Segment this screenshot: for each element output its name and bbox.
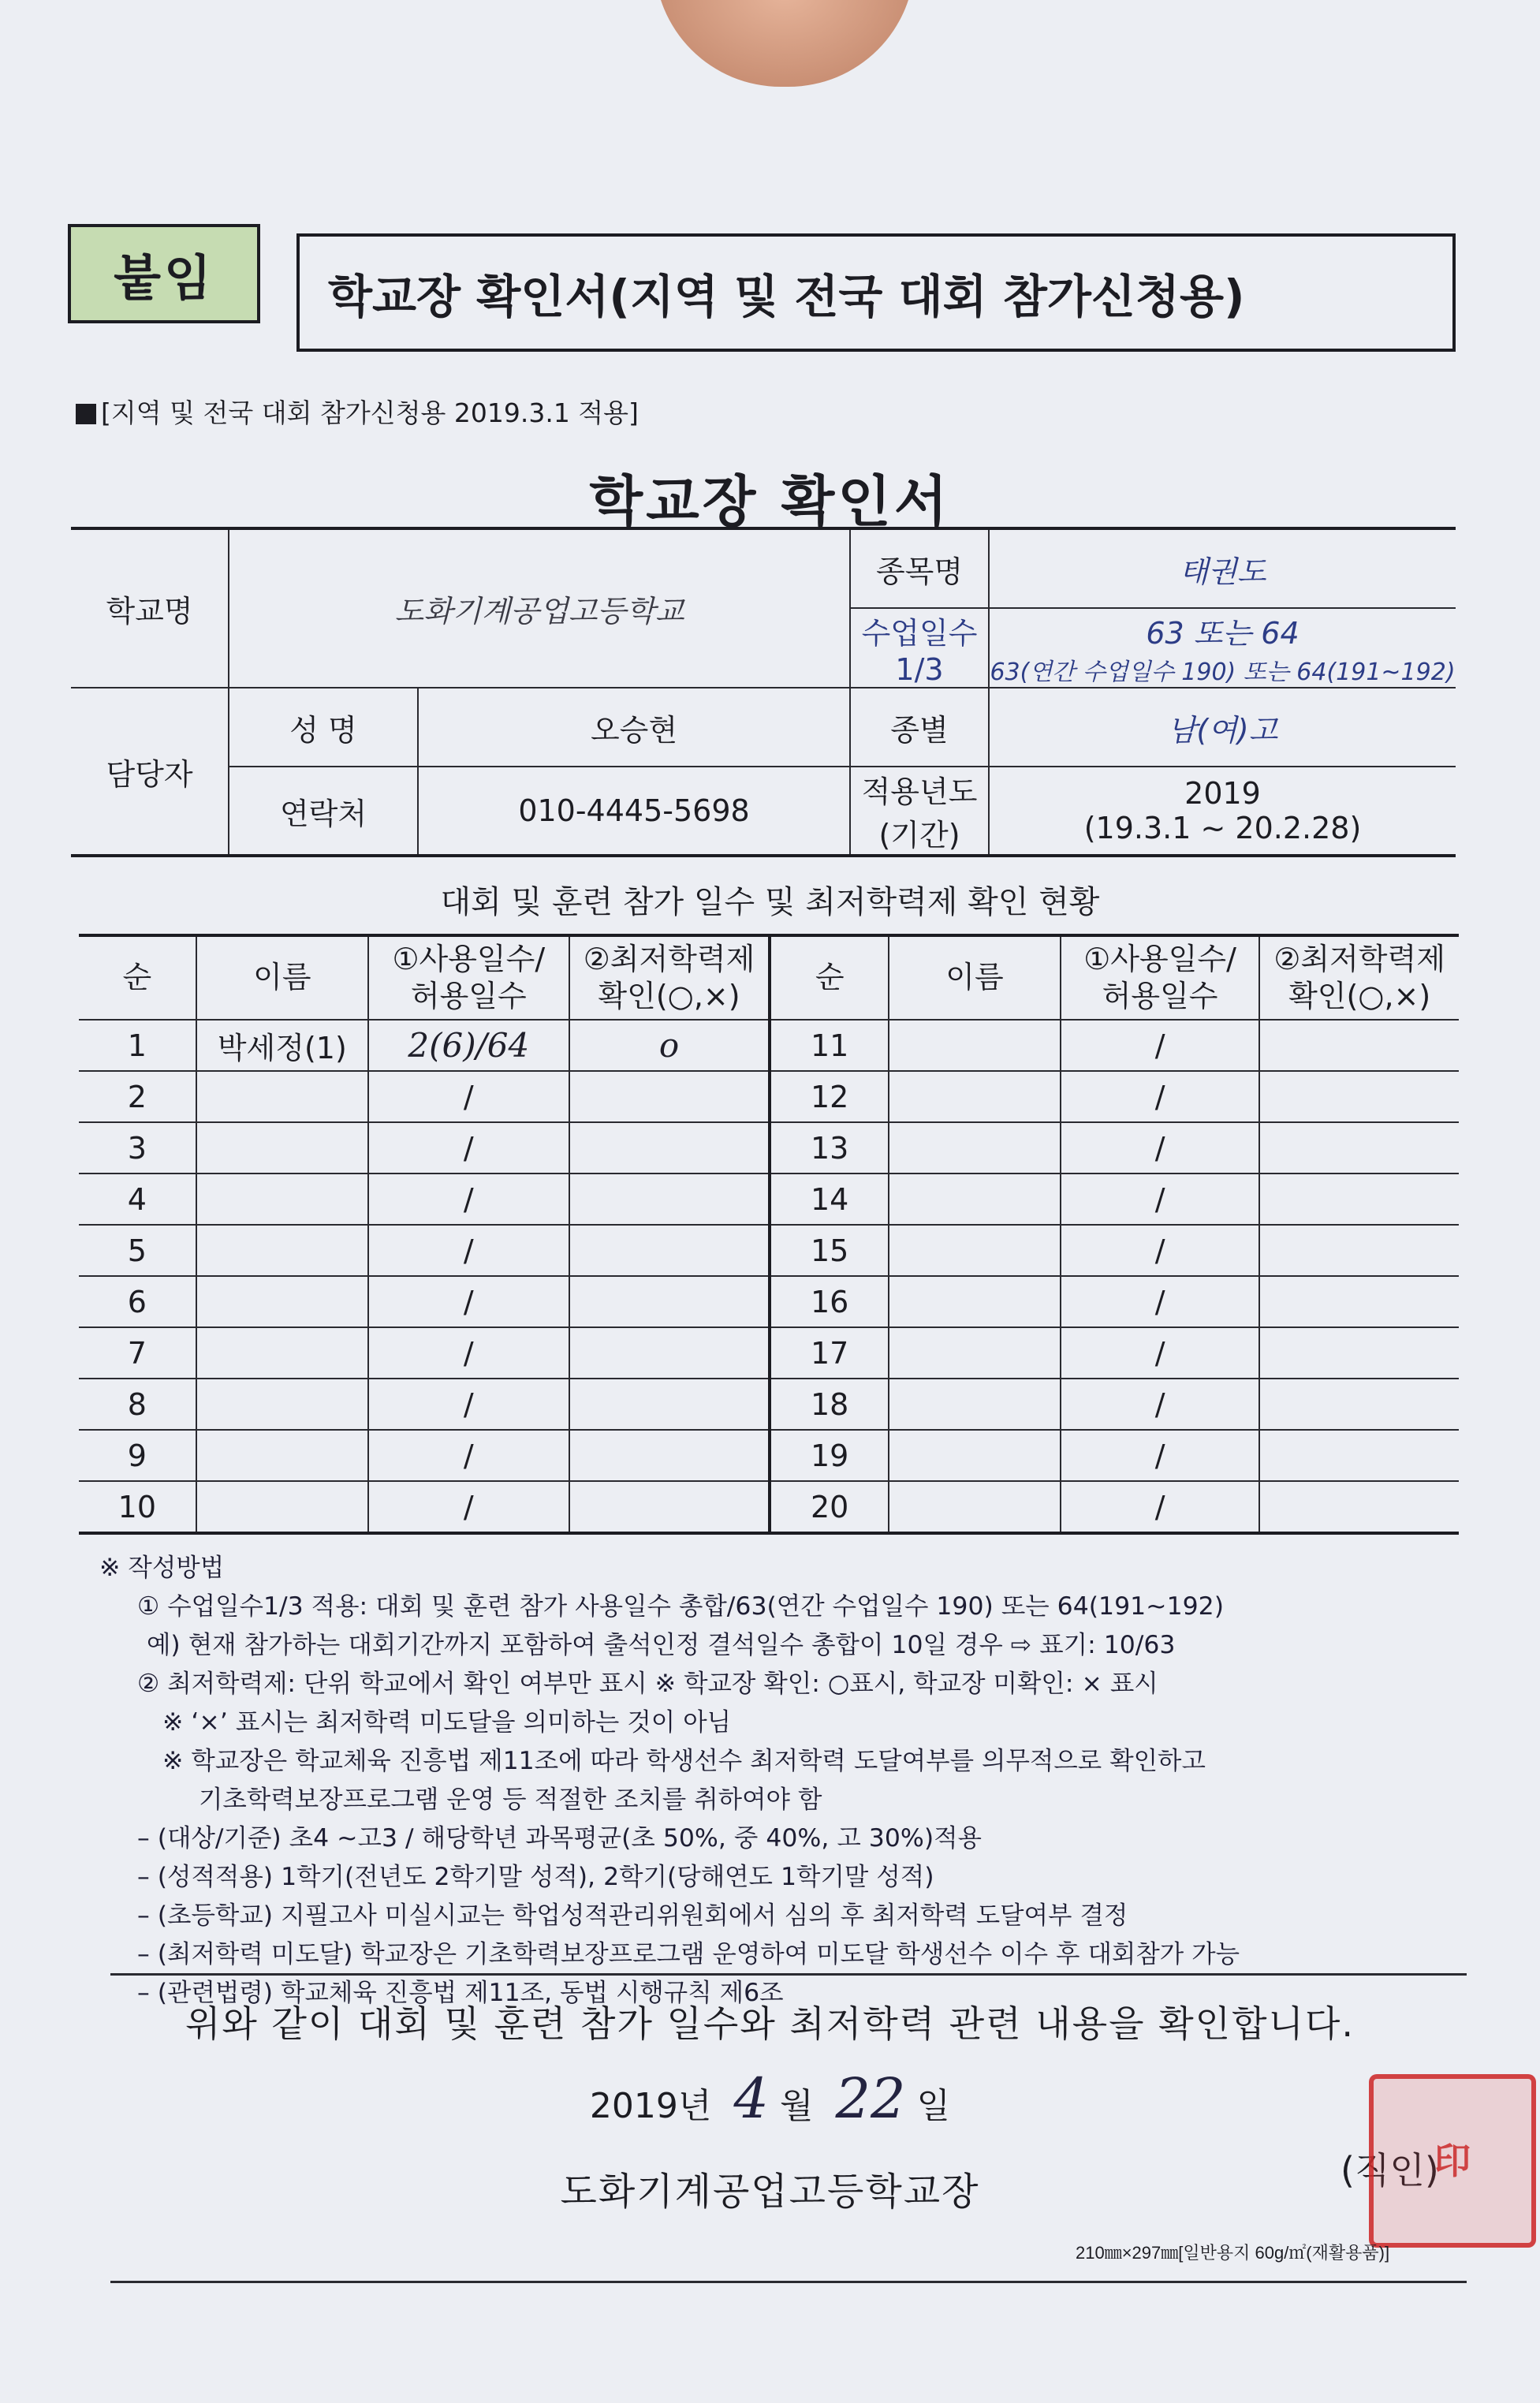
type-value: 남(여)고: [989, 688, 1456, 767]
row-name: [889, 1174, 1061, 1225]
participation-table: [79, 934, 1459, 1535]
row-number: 15: [770, 1225, 889, 1276]
section-title: 대회 및 훈련 참가 일수 및 최저학력제 확인 현황: [440, 884, 1100, 920]
row-check: [1259, 1020, 1459, 1071]
attachment-tag: 붙임: [68, 224, 260, 323]
method-line: – (초등학교) 지필고사 미실시교는 학업성적관리위원회에서 심의 후 최저학력 도달여부 결정: [137, 1901, 1128, 1930]
row-number: 10: [79, 1481, 196, 1533]
row-check: [569, 1174, 770, 1225]
sub-note: [지역 및 전국 대회 참가신청용 2019.3.1 적용]: [76, 393, 639, 430]
row-check: [569, 1379, 770, 1430]
row-days: /: [1061, 1379, 1259, 1430]
row-number: 19: [770, 1430, 889, 1481]
manager-label: 담당자: [71, 688, 229, 856]
row-check: [1259, 1327, 1459, 1379]
row-name: [889, 1379, 1061, 1430]
row-number: 2: [79, 1071, 196, 1122]
method-line: – (대상/기준) 초4 ~고3 / 해당학년 과목평균(초 50%, 중 40%, 고 30%)적용: [137, 1824, 982, 1853]
header-days: ①사용일수/ 허용일수: [368, 935, 569, 1020]
row-number: 9: [79, 1430, 196, 1481]
divider: [110, 1973, 1467, 1976]
header-no: 순: [79, 935, 196, 1020]
header-check-right: ②최저학력제 확인(○,×): [1259, 935, 1459, 1020]
writing-method: [99, 1549, 1240, 2013]
table-row: [79, 1327, 1459, 1379]
row-days: /: [1061, 1020, 1259, 1071]
month-handwritten: 4: [733, 2066, 769, 2131]
table-row: [79, 1481, 1459, 1533]
row-number: 20: [770, 1481, 889, 1533]
row-name: [889, 1327, 1061, 1379]
row-number: 12: [770, 1071, 889, 1122]
row-name: [196, 1481, 368, 1533]
row-check: [569, 1327, 770, 1379]
row-name: [889, 1276, 1061, 1327]
row-check: [1259, 1481, 1459, 1533]
days-label: 수업일수 1/3: [850, 608, 989, 688]
row-name: [889, 1071, 1061, 1122]
table-row: [79, 1174, 1459, 1225]
method-line: ① 수업일수1/3 적용: 대회 및 훈련 참가 사용일수 총합/63(연간 수업일수 190) 또는 64(191~192): [137, 1592, 1224, 1621]
contact-value: 010-4445-5698: [418, 767, 850, 856]
row-number: 3: [79, 1122, 196, 1174]
row-number: 11: [770, 1020, 889, 1071]
table-row: [79, 1122, 1459, 1174]
row-days: /: [1061, 1071, 1259, 1122]
row-check: [569, 1276, 770, 1327]
method-line: 예) 현재 참가하는 대회기간까지 포함하여 출석인정 결석일수 총합이 10일 경우 ⇨ 표기: 10/63: [147, 1631, 1176, 1659]
table-header-row: [79, 935, 1459, 1020]
contact-label: 연락처: [229, 767, 418, 856]
table-row: [79, 1071, 1459, 1122]
row-check: [1259, 1379, 1459, 1430]
header-title: 학교장 확인서(지역 및 전국 대회 참가신청용): [296, 233, 1456, 352]
row-days: /: [368, 1276, 569, 1327]
table-row: [79, 1379, 1459, 1430]
signature-date: 2019년 4 월 22 일: [589, 2066, 951, 2131]
row-check: [1259, 1071, 1459, 1122]
row-check: [1259, 1122, 1459, 1174]
official-seal-stamp: [1369, 2074, 1536, 2248]
row-number: 17: [770, 1327, 889, 1379]
row-days: /: [1061, 1327, 1259, 1379]
table-row: [79, 1430, 1459, 1481]
table-body: [79, 1020, 1459, 1533]
row-days: /: [1061, 1430, 1259, 1481]
square-bullet-icon: [76, 404, 96, 424]
row-days: /: [1061, 1276, 1259, 1327]
year-value: 2019 (19.3.1 ~ 20.2.28): [989, 767, 1456, 856]
row-check: [569, 1071, 770, 1122]
row-check: [1259, 1276, 1459, 1327]
row-name: [889, 1020, 1061, 1071]
method-line: 기초학력보장프로그램 운영 등 적절한 조치를 취하여야 함: [199, 1785, 822, 1814]
paper-spec-footer: 210㎜×297㎜[일반용지 60g/㎡(재활용품)]: [1076, 2243, 1390, 2263]
row-check: [569, 1122, 770, 1174]
event-label: 종목명: [850, 528, 989, 608]
row-name: [196, 1225, 368, 1276]
row-days: /: [1061, 1481, 1259, 1533]
row-days: /: [1061, 1122, 1259, 1174]
school-value: 도화기계공업고등학교: [229, 528, 850, 688]
row-name: 박세정(1): [196, 1020, 368, 1071]
type-label: 종별: [850, 688, 989, 767]
row-check: [569, 1225, 770, 1276]
days-value: 63 또는 64 63(연간 수업일수 190) 또는 64(191~192): [989, 608, 1456, 688]
row-number: 7: [79, 1327, 196, 1379]
row-name: [196, 1327, 368, 1379]
method-line: – (성적적용) 1학기(전년도 2학기말 성적), 2학기(당해연도 1학기말 성적): [137, 1863, 934, 1891]
row-days: /: [368, 1174, 569, 1225]
seal-label: (직인): [1341, 2149, 1439, 2192]
row-days: /: [368, 1379, 569, 1430]
row-name: [889, 1225, 1061, 1276]
row-name: [889, 1481, 1061, 1533]
row-days: /: [368, 1481, 569, 1533]
row-number: 4: [79, 1174, 196, 1225]
event-value: 태권도: [989, 528, 1456, 608]
school-info-table: [71, 527, 1456, 857]
row-name: [889, 1122, 1061, 1174]
method-line: – (관련법령) 학교체육 진흥법 제11조, 동법 시행규칙 제6조: [137, 1979, 784, 2007]
row-number: 8: [79, 1379, 196, 1430]
row-number: 14: [770, 1174, 889, 1225]
row-number: 18: [770, 1379, 889, 1430]
row-days: /: [1061, 1174, 1259, 1225]
day-handwritten: 22: [835, 2066, 906, 2131]
row-check: [1259, 1174, 1459, 1225]
year-label: 적용년도 (기간): [850, 767, 989, 856]
row-check: o: [569, 1020, 770, 1071]
table-row: [79, 1276, 1459, 1327]
row-name: [196, 1174, 368, 1225]
row-check: [1259, 1430, 1459, 1481]
row-days: /: [1061, 1225, 1259, 1276]
name-value: 오승현: [418, 688, 850, 767]
row-name: [196, 1122, 368, 1174]
method-line: ※ 학교장은 학교체육 진흥법 제11조에 따라 학생선수 최저학력 도달여부를 의무적으로 확인하고: [162, 1747, 1206, 1775]
document-title: 학교장 확인서: [589, 469, 951, 534]
row-days: /: [368, 1122, 569, 1174]
table-row: [79, 1020, 1459, 1071]
row-days: /: [368, 1071, 569, 1122]
row-number: 1: [79, 1020, 196, 1071]
header-name-right: 이름: [889, 935, 1061, 1020]
header-no-right: 순: [770, 935, 889, 1020]
row-days: /: [368, 1430, 569, 1481]
row-number: 6: [79, 1276, 196, 1327]
header-check: ②최저학력제 확인(○,×): [569, 935, 770, 1020]
method-line: – (최저학력 미도달) 학교장은 기초학력보장프로그램 운영하여 미도달 학생선수 이수 후 대회참가 가능: [137, 1940, 1240, 1968]
row-name: [196, 1071, 368, 1122]
row-check: [569, 1481, 770, 1533]
row-check: [1259, 1225, 1459, 1276]
row-number: 16: [770, 1276, 889, 1327]
bottom-divider: [110, 2281, 1467, 2283]
table-row: [79, 1225, 1459, 1276]
row-name: [196, 1379, 368, 1430]
row-number: 13: [770, 1122, 889, 1174]
row-days: 2(6)/64: [368, 1020, 569, 1071]
row-name: [196, 1276, 368, 1327]
row-name: [889, 1430, 1061, 1481]
name-label: 성 명: [229, 688, 418, 767]
row-days: /: [368, 1327, 569, 1379]
method-line: ② 최저학력제: 단위 학교에서 확인 여부만 표시 ※ 학교장 확인: ○표시, 학교장 미확인: × 표시: [137, 1670, 1158, 1698]
method-line: ※ ‘×’ 표시는 최저학력 미도달을 의미하는 것이 아님: [162, 1708, 732, 1737]
principal-name: 도화기계공업고등학교장: [560, 2170, 980, 2214]
row-days: /: [368, 1225, 569, 1276]
seal-icon: 印: [1434, 2139, 1471, 2182]
method-title: ※ 작성방법: [99, 1554, 225, 1582]
school-label: 학교명: [71, 528, 229, 688]
row-check: [569, 1430, 770, 1481]
header-days-right: ①사용일수/ 허용일수: [1061, 935, 1259, 1020]
row-number: 5: [79, 1225, 196, 1276]
row-name: [196, 1430, 368, 1481]
confirmation-text: 위와 같이 대회 및 훈련 참가 일수와 최저학력 관련 내용을 확인합니다.: [185, 2002, 1355, 2045]
header-name: 이름: [196, 935, 368, 1020]
